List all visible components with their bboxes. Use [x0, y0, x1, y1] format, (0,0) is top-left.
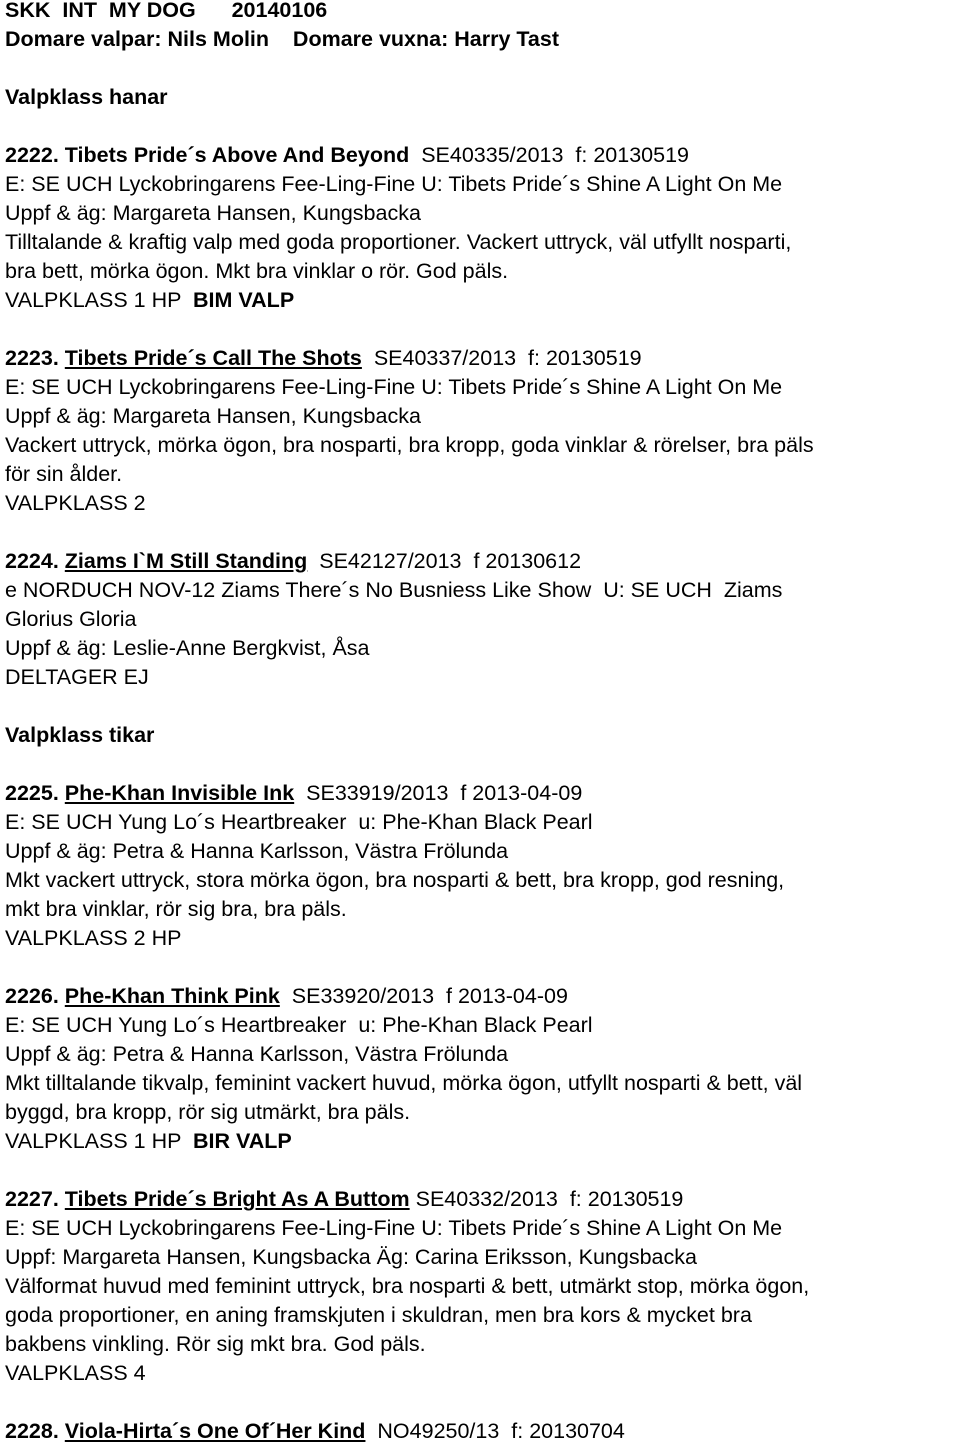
dog-name: Viola-Hirta´s One Of´Her Kind [64, 1419, 366, 1443]
spacer [5, 518, 955, 547]
entry-line: E: SE UCH Yung Lo´s Heartbreaker u: Phe-Khan Black Pearl [5, 1013, 593, 1037]
document-page [5, 0, 955, 1446]
entry-line: mkt bra vinklar, rör sig bra, bra päls. [5, 897, 347, 921]
entry-line: Uppf & äg: Petra & Hanna Karlsson, Västra Frölunda [5, 839, 509, 863]
entry-line: e NORDUCH NOV-12 Ziams There´s No Busniess Like Show U: SE UCH Ziams [5, 578, 783, 602]
registration: SE40337/2013 f: 20130519 [361, 346, 642, 370]
entry-line: Mkt tilltalande tikvalp, feminint vackert huvud, mörka ögon, utfyllt nosparti & bett, väl [5, 1071, 803, 1095]
dog-name: Phe-Khan Invisible Ink [64, 781, 295, 805]
entry-number: 2224. [5, 549, 59, 573]
award-text: BIM VALP [193, 288, 295, 312]
spacer [5, 750, 955, 779]
document-title: SKK INT MY DOG 20140106 [5, 0, 328, 22]
entry-number: 2223. [5, 346, 59, 370]
entry-heading [5, 982, 955, 1011]
spacer [5, 112, 955, 141]
dog-name: Tibets Pride´s Bright As A Buttom [64, 1187, 410, 1211]
dog-name: Tibets Pride´s Above And Beyond [64, 143, 410, 167]
entry-result [5, 286, 955, 315]
entry-line: Uppf: Margareta Hansen, Kungsbacka Äg: Carina Eriksson, Kungsbacka [5, 1245, 697, 1269]
section-heading: Valpklass hanar [5, 85, 168, 109]
entry-heading [5, 141, 955, 170]
spacer [5, 1156, 955, 1185]
entry-line: Uppf & äg: Margareta Hansen, Kungsbacka [5, 404, 421, 428]
entry-heading [5, 779, 955, 808]
entry-number: 2228. [5, 1419, 59, 1443]
entry-number: 2227. [5, 1187, 59, 1211]
entry-line: byggd, bra kropp, rör sig utmärkt, bra päls. [5, 1100, 411, 1124]
dog-name: Ziams I`M Still Standing [64, 549, 308, 573]
registration: SE42127/2013 f 20130612 [307, 549, 582, 573]
entry-number: 2226. [5, 984, 59, 1008]
registration: SE40332/2013 f: 20130519 [409, 1187, 684, 1211]
entry-result: VALPKLASS 2 [5, 491, 146, 515]
entry-heading [5, 344, 955, 373]
entry-heading [5, 1417, 955, 1446]
entry-line: E: SE UCH Lyckobringarens Fee-Ling-Fine U: Tibets Pride´s Shine A Light On Me [5, 172, 783, 196]
entry-line: Uppf & äg: Leslie-Anne Bergkvist, Åsa [5, 636, 370, 660]
entry-line: för sin ålder. [5, 462, 123, 486]
entry-result: VALPKLASS 4 [5, 1361, 146, 1385]
result-text: VALPKLASS 1 HP [5, 1129, 194, 1153]
spacer [5, 692, 955, 721]
result-text: VALPKLASS 1 HP [5, 288, 194, 312]
registration: SE33920/2013 f 2013-04-09 [279, 984, 568, 1008]
entry-number: 2222. [5, 143, 59, 167]
dog-name: Phe-Khan Think Pink [64, 984, 280, 1008]
spacer [5, 54, 955, 83]
entry-line: bakbens vinkling. Rör sig mkt bra. God päls. [5, 1332, 426, 1356]
entry-line: Välformat huvud med feminint uttryck, bra nosparti & bett, utmärkt stop, mörka ögon, [5, 1274, 810, 1298]
entry-line: Glorius Gloria [5, 607, 137, 631]
entry-line: E: SE UCH Yung Lo´s Heartbreaker u: Phe-Khan Black Pearl [5, 810, 593, 834]
entry-line: E: SE UCH Lyckobringarens Fee-Ling-Fine U: Tibets Pride´s Shine A Light On Me [5, 375, 783, 399]
entry-line: Uppf & äg: Petra & Hanna Karlsson, Västra Frölunda [5, 1042, 509, 1066]
entry-heading [5, 1185, 955, 1214]
entry-line: Tilltalande & kraftig valp med goda proportioner. Vackert uttryck, väl utfyllt nosparti, [5, 230, 792, 254]
entry-result: VALPKLASS 2 HP [5, 926, 182, 950]
section-heading: Valpklass tikar [5, 723, 155, 747]
spacer [5, 953, 955, 982]
spacer [5, 1388, 955, 1417]
entry-line: goda proportioner, en aning framskjuten i skuldran, men bra kors & mycket bra [5, 1303, 752, 1327]
registration: NO49250/13 f: 20130704 [365, 1419, 625, 1443]
dog-name: Tibets Pride´s Call The Shots [64, 346, 362, 370]
entry-result: DELTAGER EJ [5, 665, 149, 689]
entry-line: E: SE UCH Lyckobringarens Fee-Ling-Fine U: Tibets Pride´s Shine A Light On Me [5, 1216, 783, 1240]
entry-line: bra bett, mörka ögon. Mkt bra vinklar o rör. God päls. [5, 259, 509, 283]
entry-number: 2225. [5, 781, 59, 805]
entry-heading [5, 547, 955, 576]
registration: SE40335/2013 f: 20130519 [409, 143, 689, 167]
judges-line: Domare valpar: Nils Molin Domare vuxna: Harry Tast [5, 27, 559, 51]
entry-line: Mkt vackert uttryck, stora mörka ögon, bra nosparti & bett, bra kropp, god resning, [5, 868, 785, 892]
entry-line: Uppf & äg: Margareta Hansen, Kungsbacka [5, 201, 421, 225]
entry-line: Vackert uttryck, mörka ögon, bra nosparti, bra kropp, goda vinklar & rörelser, bra päls [5, 433, 814, 457]
award-text: BIR VALP [193, 1129, 292, 1153]
entry-result [5, 1127, 955, 1156]
registration: SE33919/2013 f 2013-04-09 [294, 781, 583, 805]
spacer [5, 315, 955, 344]
